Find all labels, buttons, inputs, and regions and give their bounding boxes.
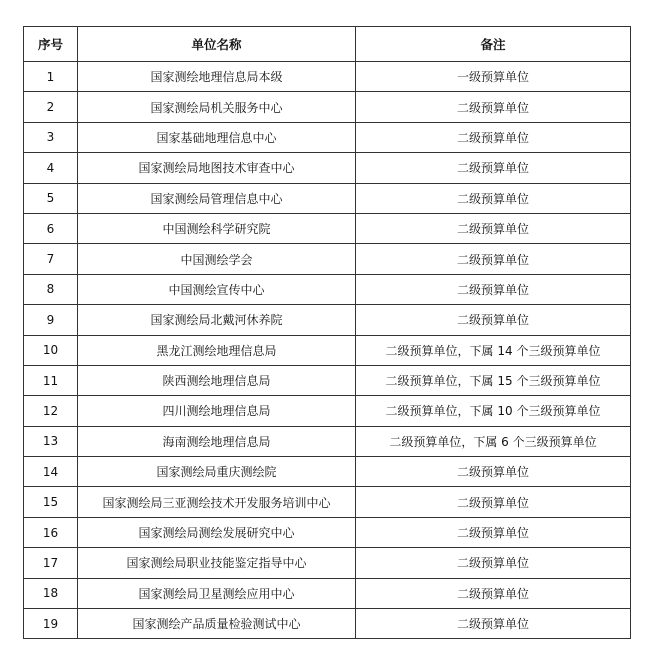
cell-unit-name: 国家测绘局三亚测绘技术开发服务培训中心 — [78, 487, 356, 517]
cell-unit-name: 国家测绘局职业技能鉴定指导中心 — [78, 548, 356, 578]
table-row — [24, 153, 631, 183]
table-row — [24, 548, 631, 578]
cell-serial-number: 19 — [24, 609, 78, 639]
cell-serial-number: 4 — [24, 153, 78, 183]
cell-serial-number: 5 — [24, 183, 78, 213]
table-row — [24, 396, 631, 426]
cell-remarks: 二级预算单位 — [356, 213, 631, 243]
header-remarks: 备注 — [356, 27, 631, 62]
cell-serial-number: 10 — [24, 335, 78, 365]
cell-unit-name: 国家基础地理信息中心 — [78, 122, 356, 152]
table-row — [24, 305, 631, 335]
table-row — [24, 335, 631, 365]
cell-remarks: 二级预算单位 — [356, 609, 631, 639]
cell-unit-name: 中国测绘科学研究院 — [78, 213, 356, 243]
table-row — [24, 578, 631, 608]
table-row — [24, 517, 631, 547]
table-body — [24, 62, 631, 639]
budget-units-table — [23, 26, 631, 639]
cell-remarks: 二级预算单位 — [356, 487, 631, 517]
cell-remarks: 二级预算单位 — [356, 457, 631, 487]
header-unit-name: 单位名称 — [78, 27, 356, 62]
cell-serial-number: 17 — [24, 548, 78, 578]
cell-unit-name: 国家测绘局地图技术审查中心 — [78, 153, 356, 183]
cell-unit-name: 四川测绘地理信息局 — [78, 396, 356, 426]
cell-remarks: 二级预算单位 — [356, 578, 631, 608]
cell-unit-name: 国家测绘局测绘发展研究中心 — [78, 517, 356, 547]
cell-unit-name: 国家测绘局卫星测绘应用中心 — [78, 578, 356, 608]
cell-unit-name: 黑龙江测绘地理信息局 — [78, 335, 356, 365]
table-row — [24, 213, 631, 243]
table-row — [24, 244, 631, 274]
cell-remarks: 二级预算单位 — [356, 122, 631, 152]
cell-remarks: 二级预算单位，下属 15 个三级预算单位 — [356, 365, 631, 395]
cell-serial-number: 13 — [24, 426, 78, 456]
cell-remarks: 二级预算单位，下属 6 个三级预算单位 — [356, 426, 631, 456]
cell-remarks: 二级预算单位 — [356, 517, 631, 547]
cell-serial-number: 11 — [24, 365, 78, 395]
table-row — [24, 92, 631, 122]
header-serial-number: 序号 — [24, 27, 78, 62]
cell-serial-number: 9 — [24, 305, 78, 335]
cell-unit-name: 国家测绘产品质量检验测试中心 — [78, 609, 356, 639]
table-row — [24, 426, 631, 456]
cell-serial-number: 2 — [24, 92, 78, 122]
cell-unit-name: 国家测绘局北戴河休养院 — [78, 305, 356, 335]
cell-unit-name: 中国测绘宣传中心 — [78, 274, 356, 304]
cell-remarks: 二级预算单位 — [356, 244, 631, 274]
table-row — [24, 274, 631, 304]
cell-unit-name: 国家测绘局管理信息中心 — [78, 183, 356, 213]
cell-serial-number: 18 — [24, 578, 78, 608]
cell-remarks: 二级预算单位 — [356, 548, 631, 578]
table-row — [24, 457, 631, 487]
cell-serial-number: 6 — [24, 213, 78, 243]
cell-remarks: 二级预算单位 — [356, 274, 631, 304]
cell-serial-number: 16 — [24, 517, 78, 547]
cell-serial-number: 7 — [24, 244, 78, 274]
cell-remarks: 二级预算单位 — [356, 153, 631, 183]
document-table-container — [23, 26, 630, 639]
cell-remarks: 二级预算单位 — [356, 183, 631, 213]
table-row — [24, 183, 631, 213]
cell-serial-number: 14 — [24, 457, 78, 487]
table-row — [24, 609, 631, 639]
cell-serial-number: 15 — [24, 487, 78, 517]
cell-remarks: 二级预算单位，下属 10 个三级预算单位 — [356, 396, 631, 426]
cell-remarks: 二级预算单位 — [356, 92, 631, 122]
cell-serial-number: 12 — [24, 396, 78, 426]
cell-remarks: 一级预算单位 — [356, 62, 631, 92]
cell-serial-number: 1 — [24, 62, 78, 92]
header-row — [24, 27, 631, 62]
cell-serial-number: 8 — [24, 274, 78, 304]
table-row — [24, 62, 631, 92]
cell-unit-name: 中国测绘学会 — [78, 244, 356, 274]
cell-unit-name: 国家测绘地理信息局本级 — [78, 62, 356, 92]
cell-unit-name: 国家测绘局机关服务中心 — [78, 92, 356, 122]
table-row — [24, 122, 631, 152]
cell-serial-number: 3 — [24, 122, 78, 152]
cell-remarks: 二级预算单位 — [356, 305, 631, 335]
cell-unit-name: 国家测绘局重庆测绘院 — [78, 457, 356, 487]
cell-unit-name: 陕西测绘地理信息局 — [78, 365, 356, 395]
table-row — [24, 487, 631, 517]
cell-remarks: 二级预算单位，下属 14 个三级预算单位 — [356, 335, 631, 365]
cell-unit-name: 海南测绘地理信息局 — [78, 426, 356, 456]
table-row — [24, 365, 631, 395]
